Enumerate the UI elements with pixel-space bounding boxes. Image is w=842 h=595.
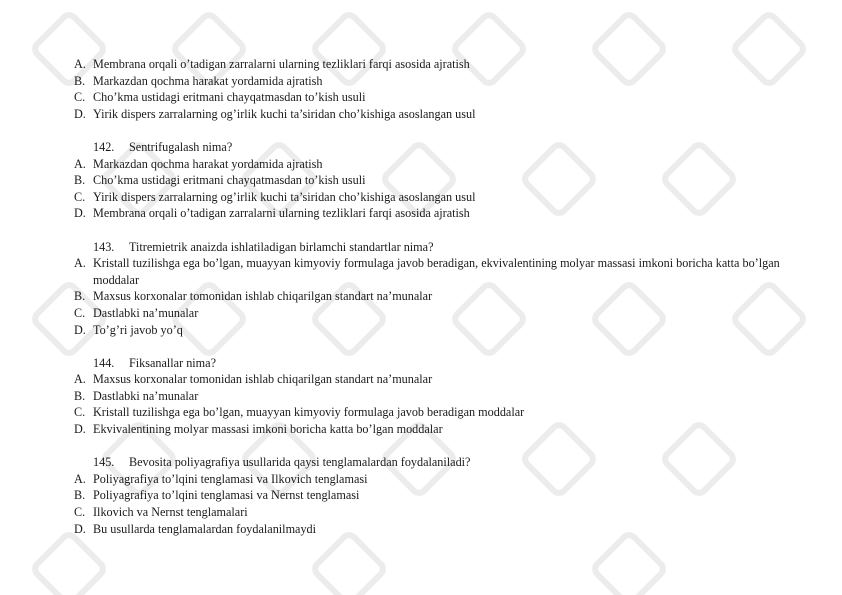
answer-option-d bbox=[74, 521, 814, 538]
option-text: Ilkovich va Nernst tenglamalari bbox=[93, 505, 248, 520]
option-text: To’g’ri javob yo’q bbox=[93, 322, 183, 337]
question-number: 145. bbox=[93, 455, 115, 470]
question-heading bbox=[74, 239, 814, 256]
option-text: Poliyagrafiya to’lqini tenglamasi va Nernst tenglamasi bbox=[93, 488, 360, 503]
answer-option-a bbox=[74, 371, 814, 388]
option-letter: C. bbox=[74, 90, 86, 105]
option-letter: C. bbox=[74, 305, 86, 320]
answer-option-a bbox=[74, 56, 814, 73]
option-text: Kristall tuzilishga ega bo’lgan, muayyan kimyoviy formulaga javob beradigan moddalar bbox=[93, 405, 525, 420]
option-letter: A. bbox=[74, 57, 86, 71]
option-letter: B. bbox=[74, 173, 86, 188]
option-letter: A. bbox=[74, 256, 86, 271]
answer-option-d bbox=[74, 322, 814, 339]
answer-option-a bbox=[74, 471, 814, 488]
question-block bbox=[74, 454, 814, 537]
option-text: Yirik dispers zarralarning og’irlik kuchi ta’siridan cho’kishiga asoslangan usul bbox=[93, 106, 476, 121]
option-text: Poliyagrafiya to’lqini tenglamasi va Ilkovich tenglamasi bbox=[93, 471, 368, 486]
question-number: 143. bbox=[93, 239, 115, 254]
answer-option-d bbox=[74, 106, 814, 123]
question-heading bbox=[74, 355, 814, 372]
option-text: Ekvivalentining molyar massasi imkoni boricha katta bo’lgan moddalar bbox=[93, 422, 443, 437]
option-letter: A. bbox=[74, 156, 86, 171]
answer-option-a bbox=[74, 156, 814, 173]
document-body bbox=[74, 56, 814, 537]
option-text: Cho’kma ustidagi eritmani chayqatmasdan to’kish usuli bbox=[93, 90, 366, 105]
answer-option-b bbox=[74, 487, 814, 504]
option-letter: A. bbox=[74, 372, 86, 387]
option-letter: D. bbox=[74, 521, 86, 536]
question-text: Bevosita poliyagrafiya usullarida qaysi tenglamalardan foydalaniladi? bbox=[129, 455, 471, 470]
option-letter: B. bbox=[74, 73, 86, 88]
answer-option-a bbox=[74, 255, 814, 288]
option-letter: B. bbox=[74, 289, 86, 304]
option-text: Bu usullarda tenglamalardan foydalanilmaydi bbox=[93, 521, 317, 536]
option-text: Membrana orqali o’tadigan zarralarni ularning tezliklari farqi asosida ajratish bbox=[93, 57, 470, 71]
watermark-shape bbox=[588, 528, 670, 595]
answer-option-d bbox=[74, 421, 814, 438]
question-text: Fiksanallar nima? bbox=[129, 355, 216, 370]
question-block bbox=[74, 139, 814, 222]
question-block bbox=[74, 56, 814, 122]
option-text: Dastlabki na’munalar bbox=[93, 305, 199, 320]
answer-option-d bbox=[74, 205, 814, 222]
option-text: Maxsus korxonalar tomonidan ishlab chiqarilgan standart na’munalar bbox=[93, 289, 433, 304]
option-letter: B. bbox=[74, 488, 86, 503]
answer-option-b bbox=[74, 288, 814, 305]
option-text: Membrana orqali o’tadigan zarralarni ularning tezliklari farqi asosida ajratish bbox=[93, 206, 470, 221]
question-block bbox=[74, 239, 814, 339]
option-text: Cho’kma ustidagi eritmani chayqatmasdan to’kish usuli bbox=[93, 173, 366, 188]
option-text: Kristall tuzilishga ega bo’lgan, muayyan kimyoviy formulaga javob beradigan, ekvivalentining molyar massasi imkoni boricha katta bo’lgan moddalar bbox=[93, 256, 780, 287]
option-text: Dastlabki na’munalar bbox=[93, 388, 199, 403]
answer-option-b bbox=[74, 388, 814, 405]
question-heading bbox=[74, 454, 814, 471]
option-text: Markazdan qochma harakat yordamida ajratish bbox=[93, 73, 323, 88]
answer-option-c bbox=[74, 189, 814, 206]
question-heading bbox=[74, 139, 814, 156]
option-letter: C. bbox=[74, 189, 86, 204]
question-number: 144. bbox=[93, 355, 115, 370]
option-letter: D. bbox=[74, 422, 86, 437]
option-text: Yirik dispers zarralarning og’irlik kuchi ta’siridan cho’kishiga asoslangan usul bbox=[93, 189, 476, 204]
answer-option-c bbox=[74, 404, 814, 421]
option-letter: A. bbox=[74, 471, 86, 486]
option-text: Markazdan qochma harakat yordamida ajratish bbox=[93, 156, 323, 171]
option-letter: C. bbox=[74, 405, 86, 420]
option-letter: D. bbox=[74, 322, 86, 337]
question-text: Titremietrik anaizda ishlatiladigan birlamchi standartlar nima? bbox=[129, 239, 434, 254]
option-letter: D. bbox=[74, 106, 86, 121]
option-text: Maxsus korxonalar tomonidan ishlab chiqarilgan standart na’munalar bbox=[93, 372, 433, 387]
answer-option-c bbox=[74, 89, 814, 106]
question-block bbox=[74, 355, 814, 438]
option-letter: D. bbox=[74, 206, 86, 221]
option-letter: B. bbox=[74, 388, 86, 403]
question-number: 142. bbox=[93, 139, 115, 154]
answer-option-b bbox=[74, 73, 814, 90]
answer-option-c bbox=[74, 504, 814, 521]
answer-option-c bbox=[74, 305, 814, 322]
option-letter: C. bbox=[74, 505, 86, 520]
answer-option-b bbox=[74, 172, 814, 189]
question-text: Sentrifugalash nima? bbox=[129, 139, 233, 154]
watermark-shape bbox=[308, 528, 390, 595]
watermark-shape bbox=[28, 528, 110, 595]
